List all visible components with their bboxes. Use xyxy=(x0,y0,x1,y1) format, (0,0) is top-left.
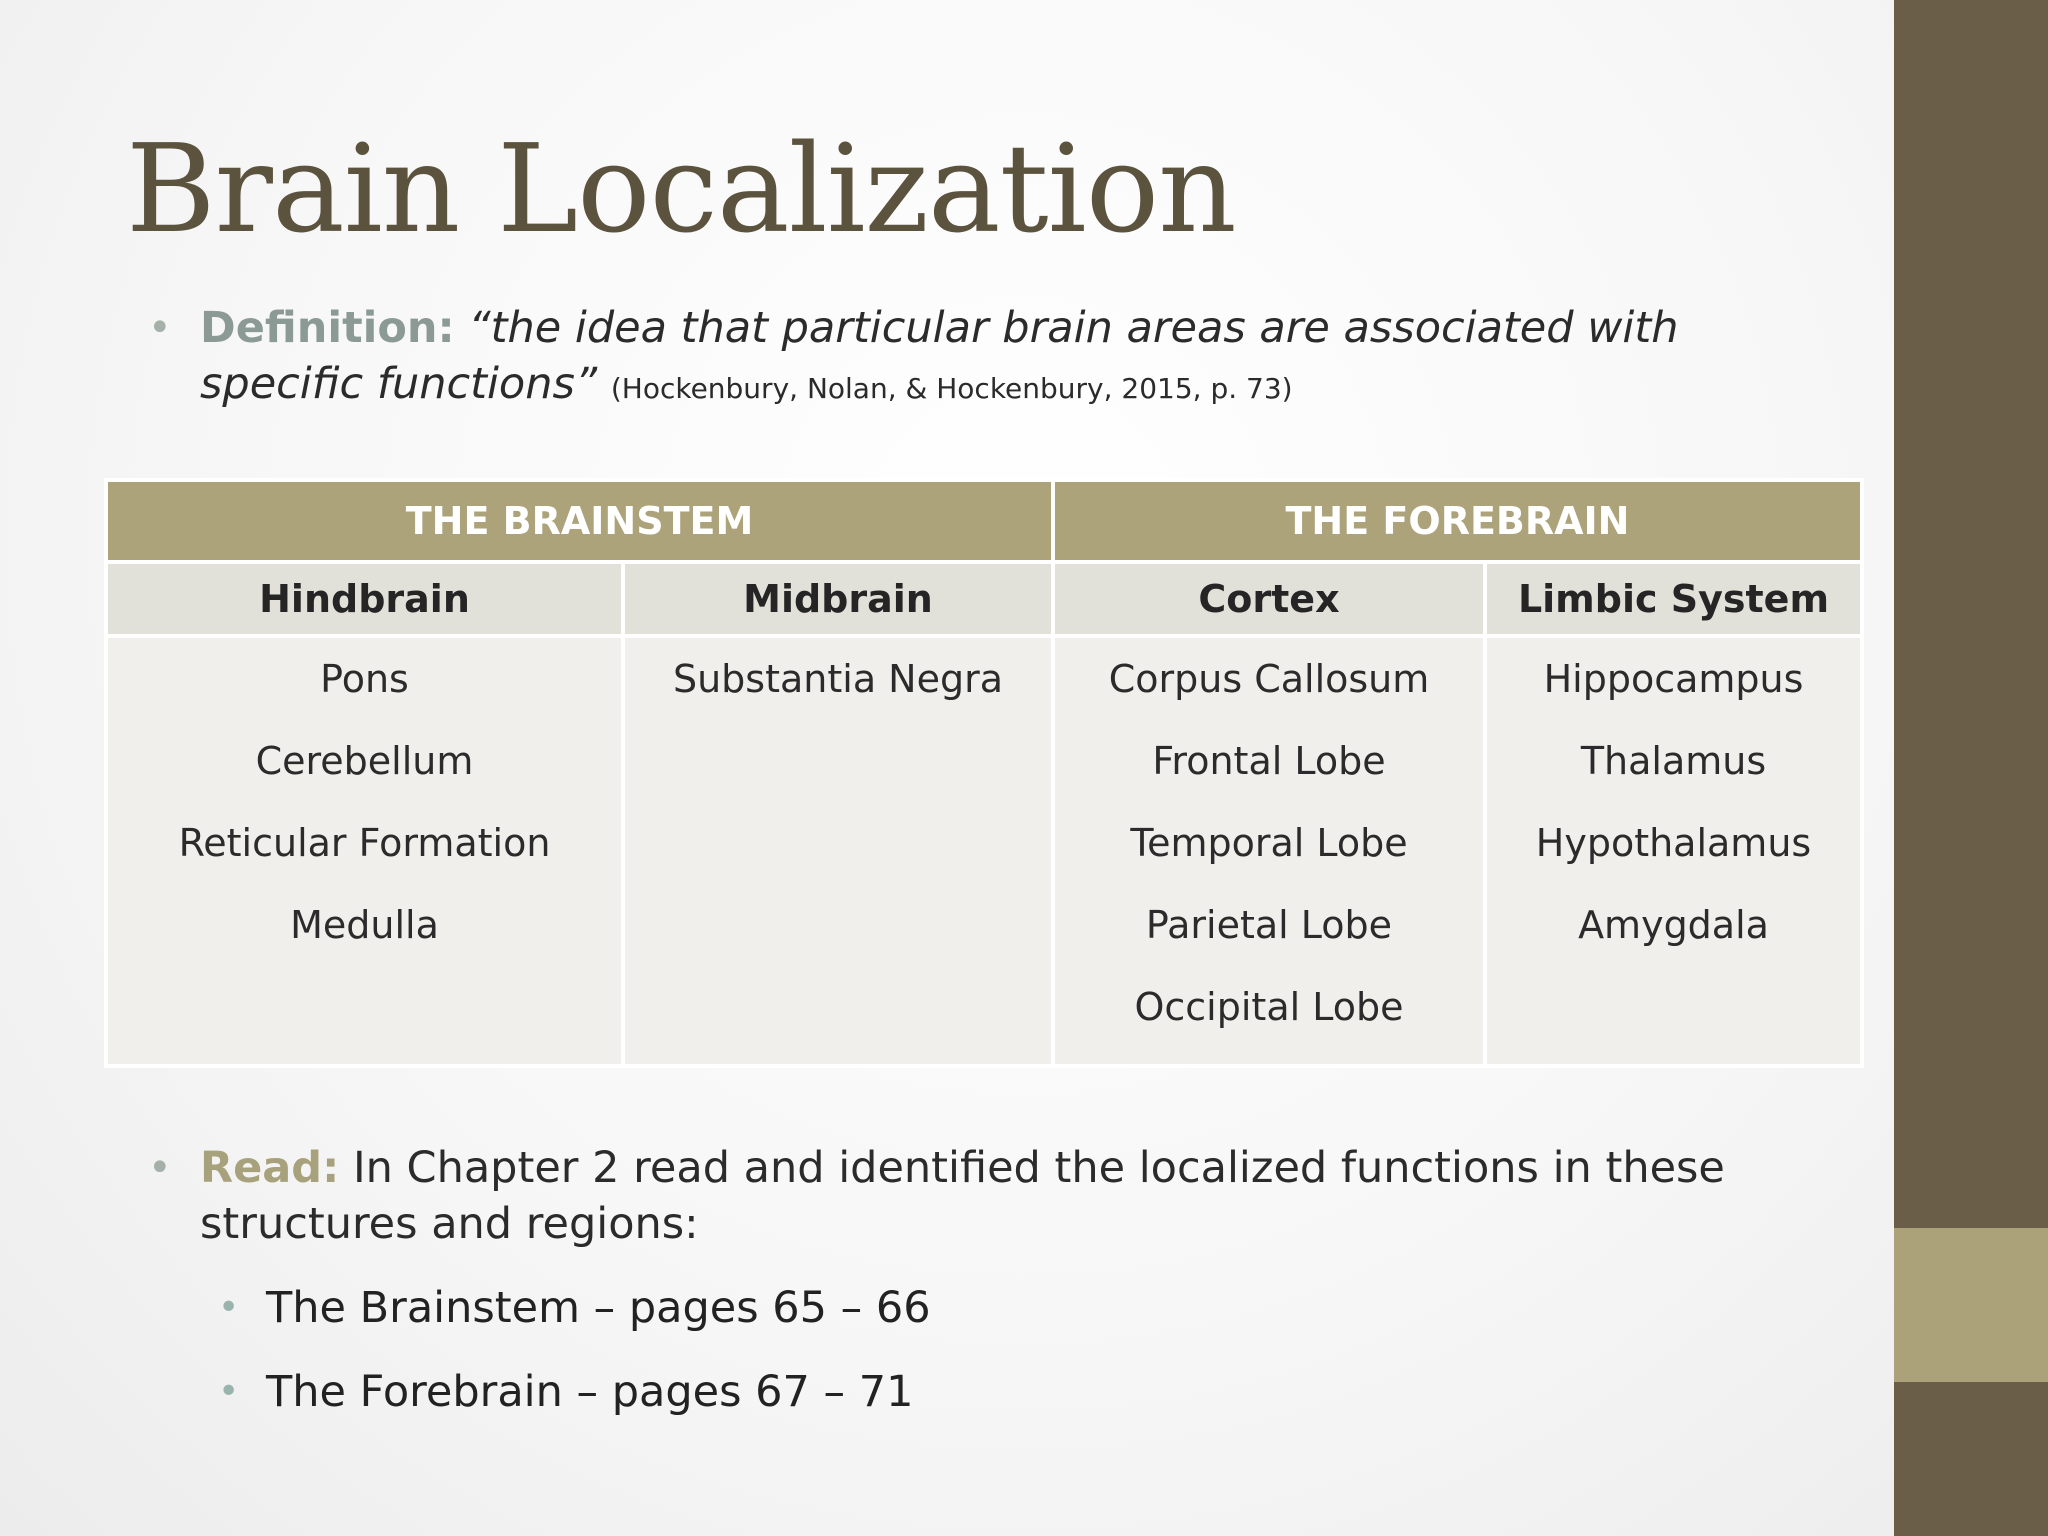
list-item: Parietal Lobe xyxy=(1145,903,1393,947)
slide-title: Brain Localization xyxy=(126,118,1236,260)
list-item: Cerebellum xyxy=(255,739,474,783)
list-item: Reticular Formation xyxy=(178,821,551,865)
list-item: Hypothalamus xyxy=(1535,821,1812,865)
read-bullet xyxy=(148,1140,1840,1252)
column-header-midbrain: Midbrain xyxy=(623,562,1053,636)
bullet-dot-icon: • xyxy=(148,1145,172,1191)
group-header-brainstem: THE BRAINSTEM xyxy=(106,480,1053,562)
sidebar-accent-block xyxy=(1894,1228,2048,1382)
bullet-dot-icon: • xyxy=(218,1287,240,1328)
column-header-row xyxy=(106,562,1862,636)
list-item: Amygdala xyxy=(1578,903,1769,947)
column-header-cortex: Cortex xyxy=(1053,562,1485,636)
definition-quote: “the idea that particular brain areas are associated with specific functions” xyxy=(200,303,1679,409)
sub-bullet-text: The Forebrain – pages 67 – 71 xyxy=(266,1367,914,1417)
list-item: Corpus Callosum xyxy=(1108,657,1430,701)
list-item: Frontal Lobe xyxy=(1152,739,1386,783)
table-row xyxy=(106,636,1862,1066)
hindbrain-cell xyxy=(106,636,623,1066)
sub-bullet-brainstem xyxy=(218,1280,931,1336)
list-item: Temporal Lobe xyxy=(1130,821,1408,865)
list-item: Hippocampus xyxy=(1543,657,1804,701)
column-header-hindbrain: Hindbrain xyxy=(106,562,623,636)
definition-bullet xyxy=(148,300,1840,417)
list-item: Pons xyxy=(320,657,409,701)
brain-regions-table xyxy=(104,478,1864,1068)
column-header-limbic-system: Limbic System xyxy=(1485,562,1862,636)
bullet-dot-icon: • xyxy=(148,305,172,351)
sub-bullet-text: The Brainstem – pages 65 – 66 xyxy=(266,1283,931,1333)
definition-citation: (Hockenbury, Nolan, & Hockenbury, 2015, p. 73) xyxy=(610,372,1293,405)
group-header-forebrain: THE FOREBRAIN xyxy=(1053,480,1862,562)
definition-label: Definition: xyxy=(200,303,455,353)
list-item: Thalamus xyxy=(1580,739,1767,783)
cortex-cell xyxy=(1053,636,1485,1066)
group-header-row xyxy=(106,480,1862,562)
limbic-system-cell xyxy=(1485,636,1862,1066)
list-item: Occipital Lobe xyxy=(1134,985,1404,1029)
midbrain-cell xyxy=(623,636,1053,1066)
sub-bullet-forebrain xyxy=(218,1364,914,1420)
list-item: Substantia Negra xyxy=(672,657,1004,701)
list-item: Medulla xyxy=(290,903,439,947)
bullet-dot-icon: • xyxy=(218,1371,240,1412)
read-text: In Chapter 2 read and identified the localized functions in these structures and regions: xyxy=(200,1143,1725,1249)
read-label: Read: xyxy=(200,1143,340,1193)
